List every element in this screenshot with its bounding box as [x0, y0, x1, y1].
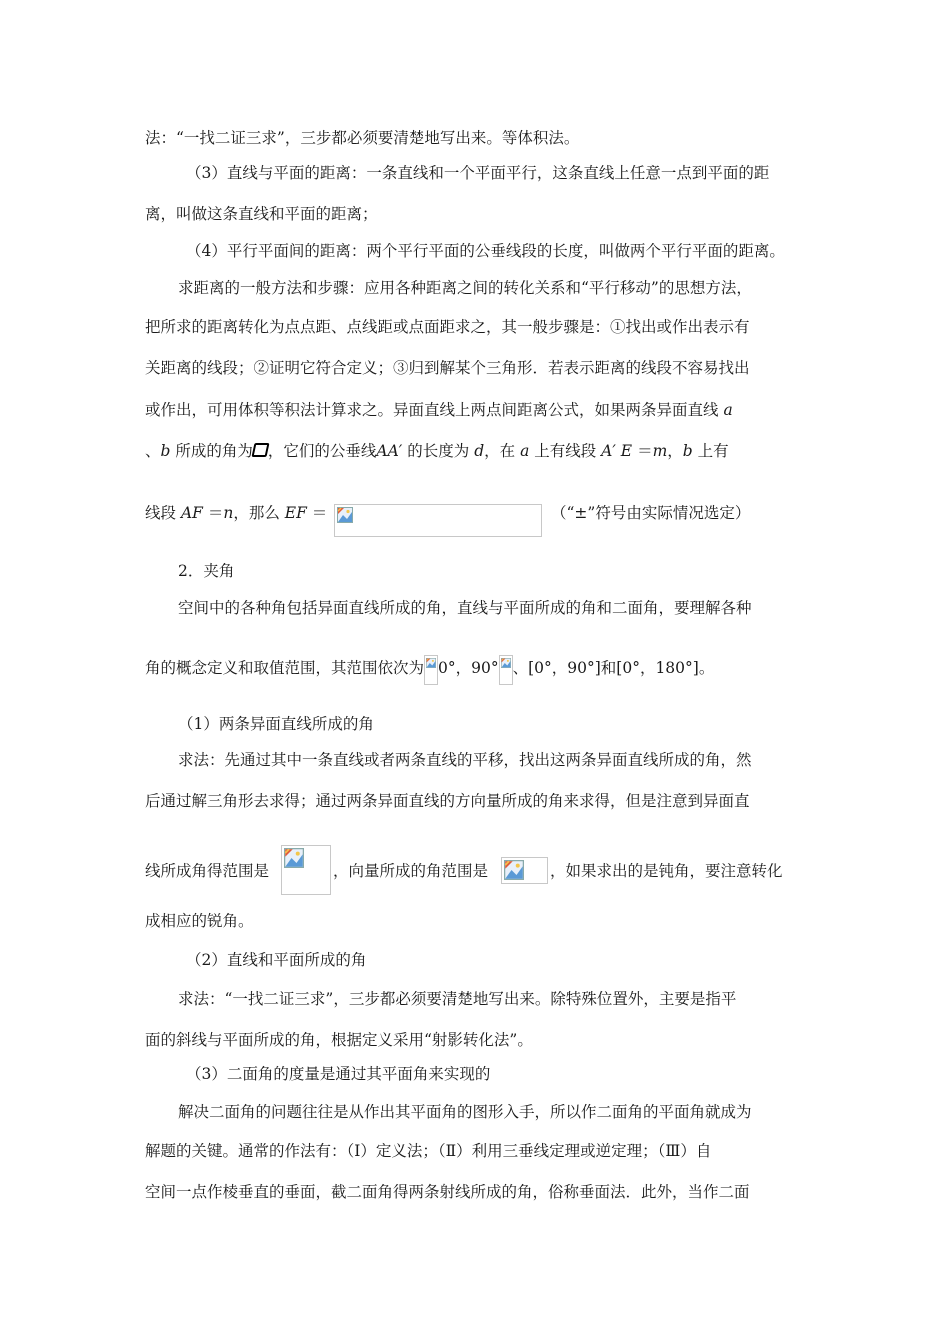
text-line: （“±”符号由实际情况选定） [551, 504, 751, 522]
math-var: n [223, 504, 234, 522]
theta-placeholder-icon [251, 443, 269, 457]
formula-image [501, 857, 548, 884]
broken-image-icon [337, 507, 353, 523]
text-line: （4）平行平面间的距离：两个平行平面的公垂线段的长度，叫做两个平行平面的距离。 [186, 242, 785, 260]
text-line: 空间中的各种角包括异面直线所成的角，直线与平面所成的角和二面角，要理解各种 [178, 599, 752, 617]
formula-image [424, 655, 438, 685]
broken-image-icon [426, 658, 436, 668]
text-segment: ，它们的公垂线 [267, 442, 377, 460]
text-line [145, 503, 327, 523]
text-segment: ＝ [306, 504, 328, 522]
text-line: 后通过解三角形去求得；通过两条异面直线的方向量所成的角来求得，但是注意到异面直 [145, 792, 750, 810]
text-segment: ，在 [484, 442, 521, 460]
text-segment: ，那么 [233, 504, 285, 522]
text-line [145, 655, 714, 685]
math-var: d [474, 442, 485, 460]
text-line [145, 861, 269, 881]
text-line: 离，叫做这条直线和平面的距离； [145, 205, 378, 223]
math-var: b [682, 442, 693, 460]
text-segment: 线所成角得范围是 [145, 862, 270, 880]
section-heading: （2）直线和平面所成的角 [186, 951, 367, 969]
text-line: ，向量所成的角范围是 [333, 862, 489, 880]
text-line: 法：“一找二证三求”，三步都必须要清楚地写出来。等体积法。 [145, 129, 580, 147]
text-line: 解决二面角的问题往往是从作出其平面角的图形入手，所以作二面角的平面角就成为 [178, 1103, 752, 1121]
broken-image-icon [284, 848, 304, 868]
text-line: 解题的关键。通常的作法有：（Ⅰ）定义法；（Ⅱ）利用三垂线定理或逆定理；（Ⅲ）自 [145, 1142, 712, 1160]
math-var: AF [180, 504, 203, 522]
text-line [145, 441, 729, 461]
math-var: b [160, 442, 171, 460]
text-segment: 、 [145, 442, 161, 460]
text-line: 面的斜线与平面所成的角，根据定义采用“射影转化法”。 [145, 1031, 533, 1049]
text-segment: ， [667, 442, 683, 460]
text-segment: ＝ [202, 504, 224, 522]
broken-image-icon [504, 860, 524, 880]
math-var: m [652, 442, 668, 460]
text-segment: ＝ [632, 442, 653, 460]
math-var: AA′ [376, 442, 403, 460]
text-segment: 角的概念定义和取值范围，其范围依次为 [145, 659, 425, 677]
text-segment: 的长度为 [402, 442, 475, 460]
section-heading: （1）两条异面直线所成的角 [178, 715, 374, 733]
text-line: 空间一点作棱垂直的垂面，截二面角得两条射线所成的角，俗称垂面法．此外，当作二面 [145, 1183, 750, 1201]
text-segment: 所成的角为 [170, 442, 253, 460]
text-segment: 或作出，可用体积等积法计算求之。异面直线上两点间距离公式，如果两条异面直线 [145, 401, 724, 419]
text-line: 关距离的线段；②证明它符合定义；③归到解某个三角形．若表示距离的线段不容易找出 [145, 359, 750, 377]
text-segment: 上有 [692, 442, 729, 460]
formula-image [334, 504, 542, 537]
text-line: 求法：先通过其中一条直线或者两条直线的平移，找出这两条异面直线所成的角，然 [178, 751, 752, 769]
math-var: EF [284, 504, 307, 522]
text-segment: 、[0°，90°]和[0°，180°]。 [512, 659, 715, 677]
text-line [145, 400, 733, 420]
math-var: A′ E [601, 442, 633, 460]
math-var: a [723, 401, 733, 419]
text-line: 把所求的距离转化为点点距、点线距或点面距求之，其一般步骤是：①找出或作出表示有 [145, 318, 750, 336]
text-segment: 0°，90° [438, 659, 499, 677]
section-heading: （3）二面角的度量是通过其平面角来实现的 [186, 1065, 491, 1083]
broken-image-icon [501, 658, 511, 668]
text-line: 求法：“一找二证三求”，三步都必须要清楚地写出来。除特殊位置外，主要是指平 [178, 990, 737, 1008]
text-line: ，如果求出的是钝角，要注意转化 [550, 862, 783, 880]
section-heading: 2．夹角 [178, 562, 235, 580]
text-line: 成相应的锐角。 [145, 912, 254, 930]
formula-image [499, 655, 513, 685]
text-segment: 上有线段 [529, 442, 602, 460]
math-var: a [520, 442, 530, 460]
formula-image [281, 845, 331, 895]
text-line: （3）直线与平面的距离：一条直线和一个平面平行，这条直线上任意一点到平面的距 [186, 164, 770, 182]
text-segment: 线段 [145, 504, 181, 522]
text-line: 求距离的一般方法和步骤：应用各种距离之间的转化关系和“平行移动”的思想方法， [178, 279, 752, 297]
